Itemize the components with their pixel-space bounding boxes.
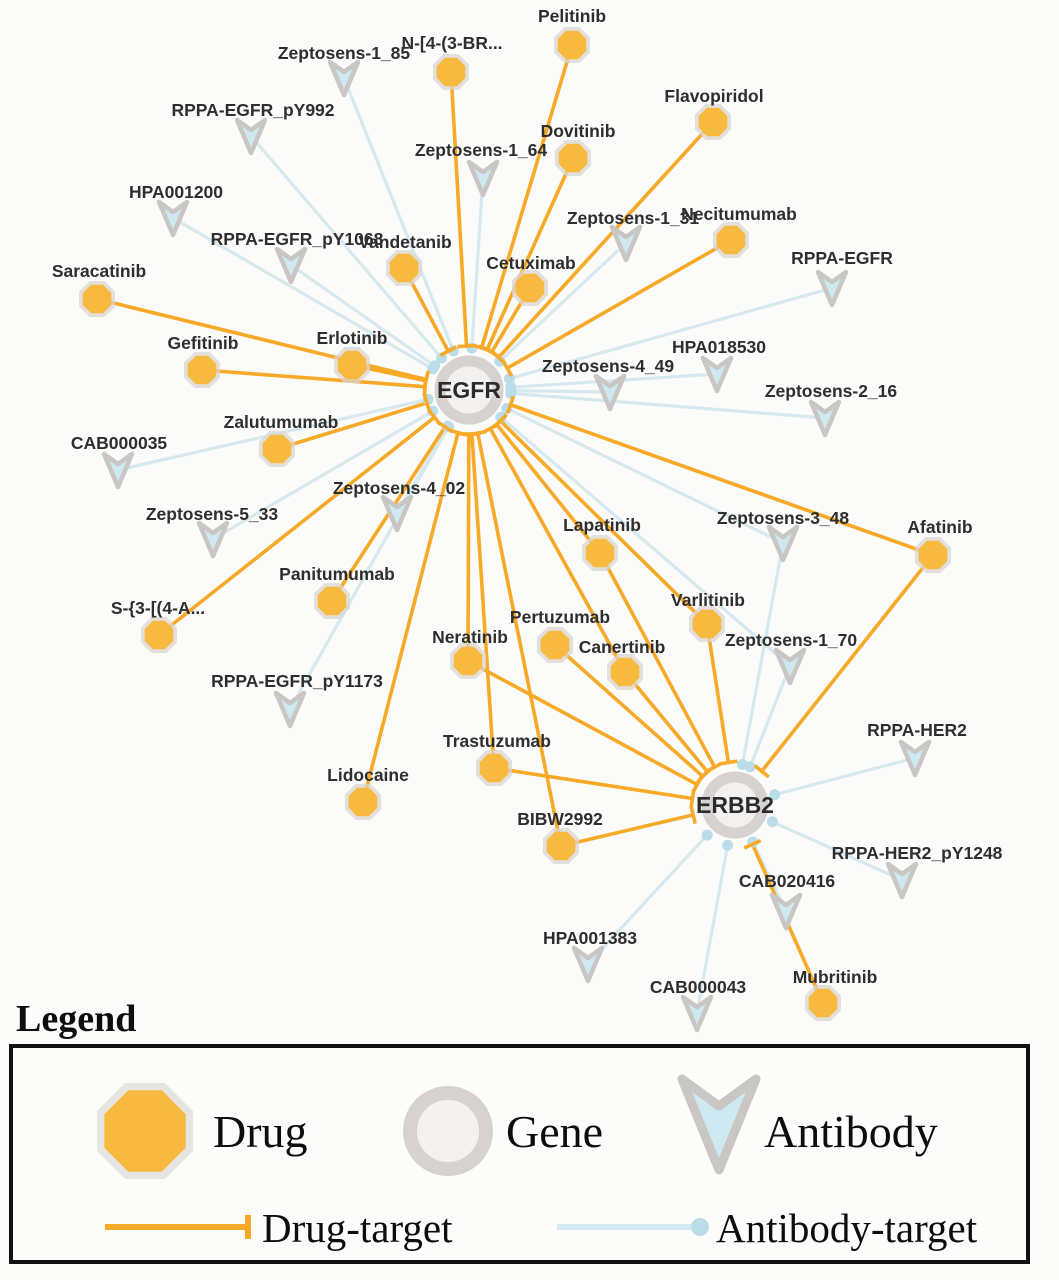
drug-node-bibw2992[interactable] xyxy=(543,828,579,864)
drug-node-pelitinib[interactable] xyxy=(554,27,590,63)
antibody-label: RPPA-EGFR xyxy=(791,248,893,268)
legend-drug-edge-label: Drug-target xyxy=(262,1205,453,1251)
legend xyxy=(11,998,1028,1262)
drug-label: Dovitinib xyxy=(540,121,616,141)
antibody-node-hpa001200[interactable] xyxy=(159,202,187,235)
antibody-node-hpa001383[interactable] xyxy=(574,948,602,981)
drug-edge-tee-icon xyxy=(424,372,428,390)
drug-octagon-icon xyxy=(263,435,292,464)
gene-label: EGFR xyxy=(437,377,501,403)
antibody-node-z3_48[interactable] xyxy=(769,527,797,560)
antibody-chevron-icon xyxy=(888,864,916,897)
antibody-node-z1_31[interactable] xyxy=(612,227,640,260)
antibody-label: Zeptosens-5_33 xyxy=(145,504,279,524)
drug-node-dovitinib[interactable] xyxy=(555,140,591,176)
drug-label: N-[4-(3-BR... xyxy=(401,33,503,53)
drug-edge-tee-icon xyxy=(720,761,738,764)
drug-label: BIBW2992 xyxy=(517,809,603,829)
drug-node-lapatinib[interactable] xyxy=(582,535,618,571)
drug-octagon-icon xyxy=(586,539,615,568)
drug-octagon-icon xyxy=(390,254,419,283)
antibody-node-cab020416[interactable] xyxy=(772,895,800,928)
drug-target-edge xyxy=(451,72,467,346)
antibody-chevron-icon xyxy=(612,227,640,260)
drug-label: Lapatinib xyxy=(563,515,641,535)
drug-node-pertuzumab[interactable] xyxy=(537,627,573,663)
drug-node-zalutumumab[interactable] xyxy=(259,431,295,467)
antibody-label: HPA018530 xyxy=(671,337,767,357)
drug-octagon-icon xyxy=(188,356,217,385)
drug-label: Afatinib xyxy=(907,517,973,537)
antibody-label: Zeptosens-4_02 xyxy=(332,478,466,498)
drug-octagon-icon xyxy=(699,108,728,137)
drug-label: Mubritinib xyxy=(792,967,878,987)
drug-target-edge xyxy=(625,672,708,772)
antibody-chevron-icon xyxy=(574,948,602,981)
antibody-node-rppa1068[interactable] xyxy=(277,249,305,282)
legend-gene-label: Gene xyxy=(506,1106,604,1157)
antibody-chevron-icon xyxy=(769,527,797,560)
drug-octagon-icon xyxy=(349,788,378,817)
drug-octagon-icon xyxy=(611,658,640,687)
drug-node-trastuzumab[interactable] xyxy=(476,750,512,786)
label-layer xyxy=(52,6,1003,997)
antibody-chevron-icon xyxy=(469,162,497,195)
drug-node-erlotinib[interactable] xyxy=(334,347,370,383)
drug-node-s-3-4-a[interactable] xyxy=(141,617,177,653)
drug-node-mubritinib[interactable] xyxy=(805,985,841,1021)
drug-node-lidocaine[interactable] xyxy=(345,784,381,820)
drug-edge-tee-icon xyxy=(691,790,694,808)
antibody-label: CAB000035 xyxy=(70,433,168,453)
drug-label: Neratinib xyxy=(432,627,508,647)
drug-octagon-icon xyxy=(541,631,570,660)
drug-octagon-icon xyxy=(558,31,587,60)
drug-octagon-icon xyxy=(83,285,112,314)
drug-octagon-icon xyxy=(547,832,576,861)
drug-swatch-icon xyxy=(104,1090,185,1171)
antibody-label: RPPA-EGFR_pY1068 xyxy=(210,229,384,249)
antibody-label: CAB000043 xyxy=(649,977,747,997)
drug-target-edge xyxy=(494,768,692,798)
antibody-node-rppa1248[interactable] xyxy=(888,864,916,897)
drug-edge-tee-icon xyxy=(469,431,487,435)
drug-label: Panitumumab xyxy=(279,564,395,584)
drug-octagon-icon xyxy=(919,541,948,570)
antibody-node-rppaegfr[interactable] xyxy=(818,272,846,305)
antibody-edge-dot-icon xyxy=(702,830,713,841)
drug-node-gefitinib[interactable] xyxy=(184,352,220,388)
antibody-label: RPPA-EGFR_pY1173 xyxy=(211,671,383,691)
antibody-label: RPPA-EGFR_pY992 xyxy=(171,100,335,120)
antibody-label: RPPA-HER2 xyxy=(867,720,967,740)
antibody-label: Zeptosens-2_16 xyxy=(764,381,898,401)
antibody-label: Zeptosens-4_49 xyxy=(541,356,675,376)
drug-label: Erlotinib xyxy=(316,328,388,348)
drug-edge-tee-icon xyxy=(691,806,695,824)
antibody-target-edge xyxy=(775,758,915,795)
antibody-target-edge xyxy=(501,417,790,666)
drug-label: Vandetanib xyxy=(358,232,452,252)
antibody-chevron-icon xyxy=(199,523,227,556)
drug-node-n-4-3-br[interactable] xyxy=(433,54,469,90)
drug-label: Pelitinib xyxy=(537,6,607,26)
antibody-node-z5_33[interactable] xyxy=(199,523,227,556)
antibody-edge-dot-icon xyxy=(429,360,440,371)
legend-drug-label: Drug xyxy=(213,1106,308,1157)
drug-octagon-icon xyxy=(145,621,174,650)
antibody-label: RPPA-HER2_pY1248 xyxy=(831,843,1003,863)
legend-antibody-edge-label: Antibody-target xyxy=(716,1205,978,1251)
drug-node-necitumumab[interactable] xyxy=(713,222,749,258)
drug-label: Cetuximab xyxy=(486,253,576,273)
gene-swatch-icon xyxy=(410,1093,486,1169)
drug-octagon-icon xyxy=(454,647,483,676)
drug-node-flavopiridol[interactable] xyxy=(695,104,731,140)
antibody-chevron-icon xyxy=(818,272,846,305)
drug-octagon-icon xyxy=(559,144,588,173)
antibody-label: Zeptosens-1_64 xyxy=(414,140,548,160)
antibody-node-z1_64[interactable] xyxy=(469,162,497,195)
drug-label: Zalutumumab xyxy=(223,412,339,432)
antibody-target-edge xyxy=(511,391,610,392)
drug-label: S-{3-[(4-A... xyxy=(110,598,206,618)
antibody-chevron-icon xyxy=(330,62,358,95)
drug-label: Pertuzumab xyxy=(509,607,611,627)
drug-label: Canertinib xyxy=(578,637,666,657)
drug-octagon-icon xyxy=(480,754,509,783)
antibody-chevron-icon xyxy=(772,895,800,928)
antibody-chevron-icon xyxy=(683,997,711,1030)
drug-edge-tee-icon xyxy=(458,346,476,347)
antibody-label: HPA001200 xyxy=(128,182,224,202)
drug-node-cetuximab[interactable] xyxy=(512,270,548,306)
legend-title: Legend xyxy=(16,998,137,1040)
drug-node-varlitinib[interactable] xyxy=(689,606,725,642)
drug-label: Necitumumab xyxy=(681,204,797,224)
drug-octagon-icon xyxy=(516,274,545,303)
antibody-label: Zeptosens-1_85 xyxy=(277,43,411,63)
antibody-chevron-icon xyxy=(776,650,804,683)
drug-target-edge xyxy=(472,434,494,768)
drug-node-panitumumab[interactable] xyxy=(314,583,350,619)
antibody-label: CAB020416 xyxy=(738,871,836,891)
antibody-node-z1_85[interactable] xyxy=(330,62,358,95)
drug-octagon-icon xyxy=(717,226,746,255)
drug-octagon-icon xyxy=(809,989,838,1018)
antibody-node-cab000043[interactable] xyxy=(683,997,711,1030)
drug-node-neratinib[interactable] xyxy=(450,643,486,679)
drug-node-saracatinib[interactable] xyxy=(79,281,115,317)
antibody-label: Zeptosens-1_70 xyxy=(724,630,858,650)
antibody-node-z1_70[interactable] xyxy=(776,650,804,683)
antibody-node-rppa1173[interactable] xyxy=(276,693,304,726)
drug-label: Trastuzumab xyxy=(443,731,551,751)
drug-octagon-icon xyxy=(437,58,466,87)
antibody-chevron-icon xyxy=(276,693,304,726)
antibody-target-dot-icon xyxy=(691,1218,709,1236)
drug-node-vandetanib[interactable] xyxy=(386,250,422,286)
antibody-node-rppaher2[interactable] xyxy=(901,742,929,775)
antibody-label: HPA001383 xyxy=(542,928,638,948)
antibody-label: Zeptosens-3_48 xyxy=(716,508,850,528)
antibody-edge-dot-icon xyxy=(722,840,733,851)
antibody-chevron-icon xyxy=(901,742,929,775)
drug-octagon-icon xyxy=(338,351,367,380)
legend-antibody-label: Antibody xyxy=(764,1106,938,1157)
drug-octagon-icon xyxy=(318,587,347,616)
drug-node-afatinib[interactable] xyxy=(915,537,951,573)
gene-label: ERBB2 xyxy=(696,792,774,818)
antibody-node-cab000035[interactable] xyxy=(104,454,132,487)
drug-label: Gefitinib xyxy=(167,333,239,353)
antibody-chevron-icon xyxy=(277,249,305,282)
drug-label: Lidocaine xyxy=(327,765,409,785)
antibody-target-edge xyxy=(472,178,483,348)
antibody-chevron-icon xyxy=(159,202,187,235)
drug-octagon-icon xyxy=(693,610,722,639)
drug-label: Saracatinib xyxy=(51,261,147,281)
drug-node-canertinib[interactable] xyxy=(607,654,643,690)
drug-label: Varlitinib xyxy=(671,590,745,610)
antibody-label: Zeptosens-1_31 xyxy=(566,208,700,228)
drug-label: Flavopiridol xyxy=(664,86,764,106)
antibody-chevron-icon xyxy=(104,454,132,487)
